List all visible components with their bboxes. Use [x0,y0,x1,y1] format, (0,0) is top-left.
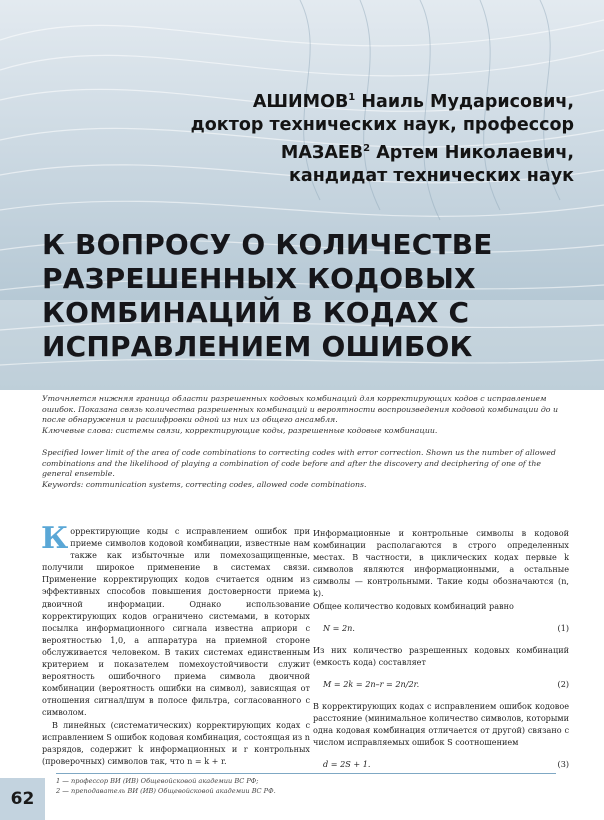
paragraph: В линейных (систематических) корректирующих кодах с исправлением S ошибок кодовая комбинация, состоящая из n разрядов, содержит k информационных и r контрольных (проверочных) символов так, что n = k + r. [42,719,310,766]
abstract-en: Specified lower limit of the area of code combinations to correcting codes with error correction. Shown us the number of allowed combinations and the likelihood of playing a combination of code before and after the discovery and deciphering of one of the general ensemble. [42,447,556,479]
author-1-degree: доктор технических наук, профессор [190,114,574,135]
footnote-1: 1 — профессор ВИ (ИВ) Общевойсковой академии ВС РФ; [56,777,259,785]
drop-cap: К [41,521,69,556]
author-2-degree: кандидат технических наук [289,165,574,186]
paragraph: Из них количество разрешенных кодовых комбинаций (емкость кода) составляет [313,644,569,667]
paragraph: Корректирующие коды с исправлением ошибок при приеме символов кодовой комбинации, известные нам также как избыточные или помехозащищенные, получили широкое применение в системах связи. Применение корректирующих кодов считается одним из эффективных способов повышения достоверности приема двоичной информации. Однако использование корректирующих кодов ограничено системами, в которых посылка информационного сигнала известна априори с вероятностью 1,0, а аппаратура на приемной стороне обслуживается человеком. В таких системах единственным критерием и показателем помехоустойчивости служит вероятность ошибочного приема символа двоичной комбинации (вероятность ошибки на символ), зависящая от отношения сигнал/шум в полосе фильтра, согласованного с символом. [41,521,310,718]
body-column-left [41,521,310,767]
abstract [42,394,567,491]
header-banner [0,0,604,390]
footnote-2: 2 — преподаватель ВИ (ИВ) Общевойсковой академии ВС РФ. [56,786,276,795]
author-1-name: АШИМОВ$^1$ Наиль Мударисович, [252,91,574,112]
footnotes [56,773,556,796]
author-block [191,86,574,188]
paragraph: В корректирующих кодах с исправлением ошибок кодовое расстояние (минимальное количество символов, которыми одна кодовая комбинация отличается от другой) связано с числом исправляемых ошибок S соотношением [313,701,569,748]
keywords-ru: Ключевые слова: системы связи, корректирующие коды, разрешенные кодовые комбинации. [42,426,438,436]
article-title: К ВОПРОСУ О КОЛИЧЕСТВЕ РАЗРЕШЕННЫХ КОДОВЫХ КОМБИНАЦИЙ В КОДАХ С ИСПРАВЛЕНИЕМ ОШИБОК [42,228,493,363]
keywords-en: Keywords: communication systems, correcting codes, allowed code combinations. [42,479,367,489]
formula-1: N = 2n. (1) [323,622,569,633]
paragraph: Общее количество кодовых комбинаций равно [313,600,514,611]
author-2-name: МАЗАЕВ$^2$ Артем Николаевич, [280,142,574,163]
formula-2: M = 2k = 2n–r = 2n/2r. (2) [323,678,569,689]
abstract-ru: Уточняется нижняя граница области разрешенных кодовых комбинаций для корректирующих кодов с исправлением ошибок. Показана связь количества разрешенных комбинаций и вероятности воспроизведения кодовой комбинации до и после обнаружения и расшифровки одной из них из общего ансамбля. [42,394,558,425]
body-column-right [313,527,569,781]
page-number: 62 [0,778,45,820]
formula-3: d = 2S + 1. (3) [323,759,569,770]
paragraph: Информационные и контрольные символы в кодовой комбинации располагаются в строго определенных местах. В частности, в циклических кодах первые k символов являются информационными, а остальные символы — контрольными. Такие коды обозначаются (n, k). [313,528,569,599]
